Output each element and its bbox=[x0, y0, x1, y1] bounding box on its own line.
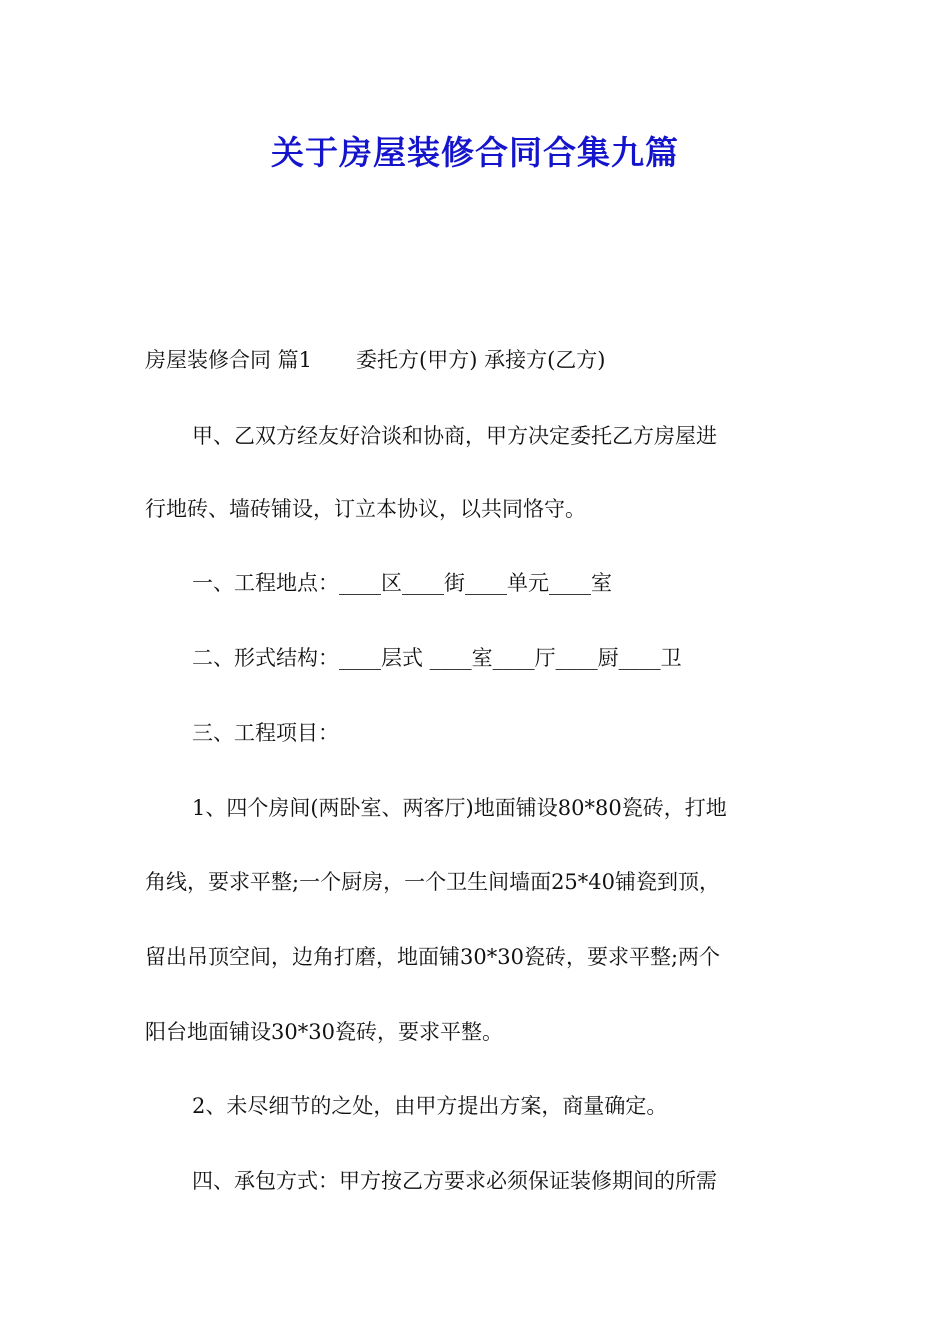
parties-label: 委托方(甲方) 承接方(乙方) bbox=[356, 348, 606, 372]
paragraph-line: 二、形式结构：____层式 ____室____厅____厨____卫 bbox=[192, 646, 682, 670]
paragraph-line: 阳台地面铺设30*30瓷砖，要求平整。 bbox=[145, 1020, 503, 1044]
paragraph-line: 1、四个房间(两卧室、两客厅)地面铺设80*80瓷砖，打地 bbox=[192, 796, 727, 820]
document-title: 关于房屋装修合同合集九篇 bbox=[271, 133, 679, 172]
contract-header-line bbox=[145, 344, 825, 376]
paragraph-line: 四、承包方式：甲方按乙方要求必须保证装修期间的所需 bbox=[192, 1169, 717, 1193]
paragraph-line: 三、工程项目： bbox=[192, 721, 339, 745]
paragraph-line: 角线，要求平整;一个厨房，一个卫生间墙面25*40铺瓷到顶， bbox=[145, 870, 721, 894]
section-label: 房屋装修合同 篇1 bbox=[145, 348, 313, 372]
paragraph-line: 留出吊顶空间，边角打磨，地面铺30*30瓷砖，要求平整;两个 bbox=[145, 945, 721, 969]
paragraph-line: 一、工程地点：____区____街____单元____室 bbox=[192, 571, 612, 595]
paragraph-line: 甲、乙双方经友好洽谈和协商，甲方决定委托乙方房屋进 bbox=[192, 424, 717, 448]
paragraph-line: 2、未尽细节的之处，由甲方提出方案，商量确定。 bbox=[192, 1094, 668, 1118]
paragraph-line: 行地砖、墙砖铺设，订立本协议，以共同恪守。 bbox=[145, 497, 586, 521]
